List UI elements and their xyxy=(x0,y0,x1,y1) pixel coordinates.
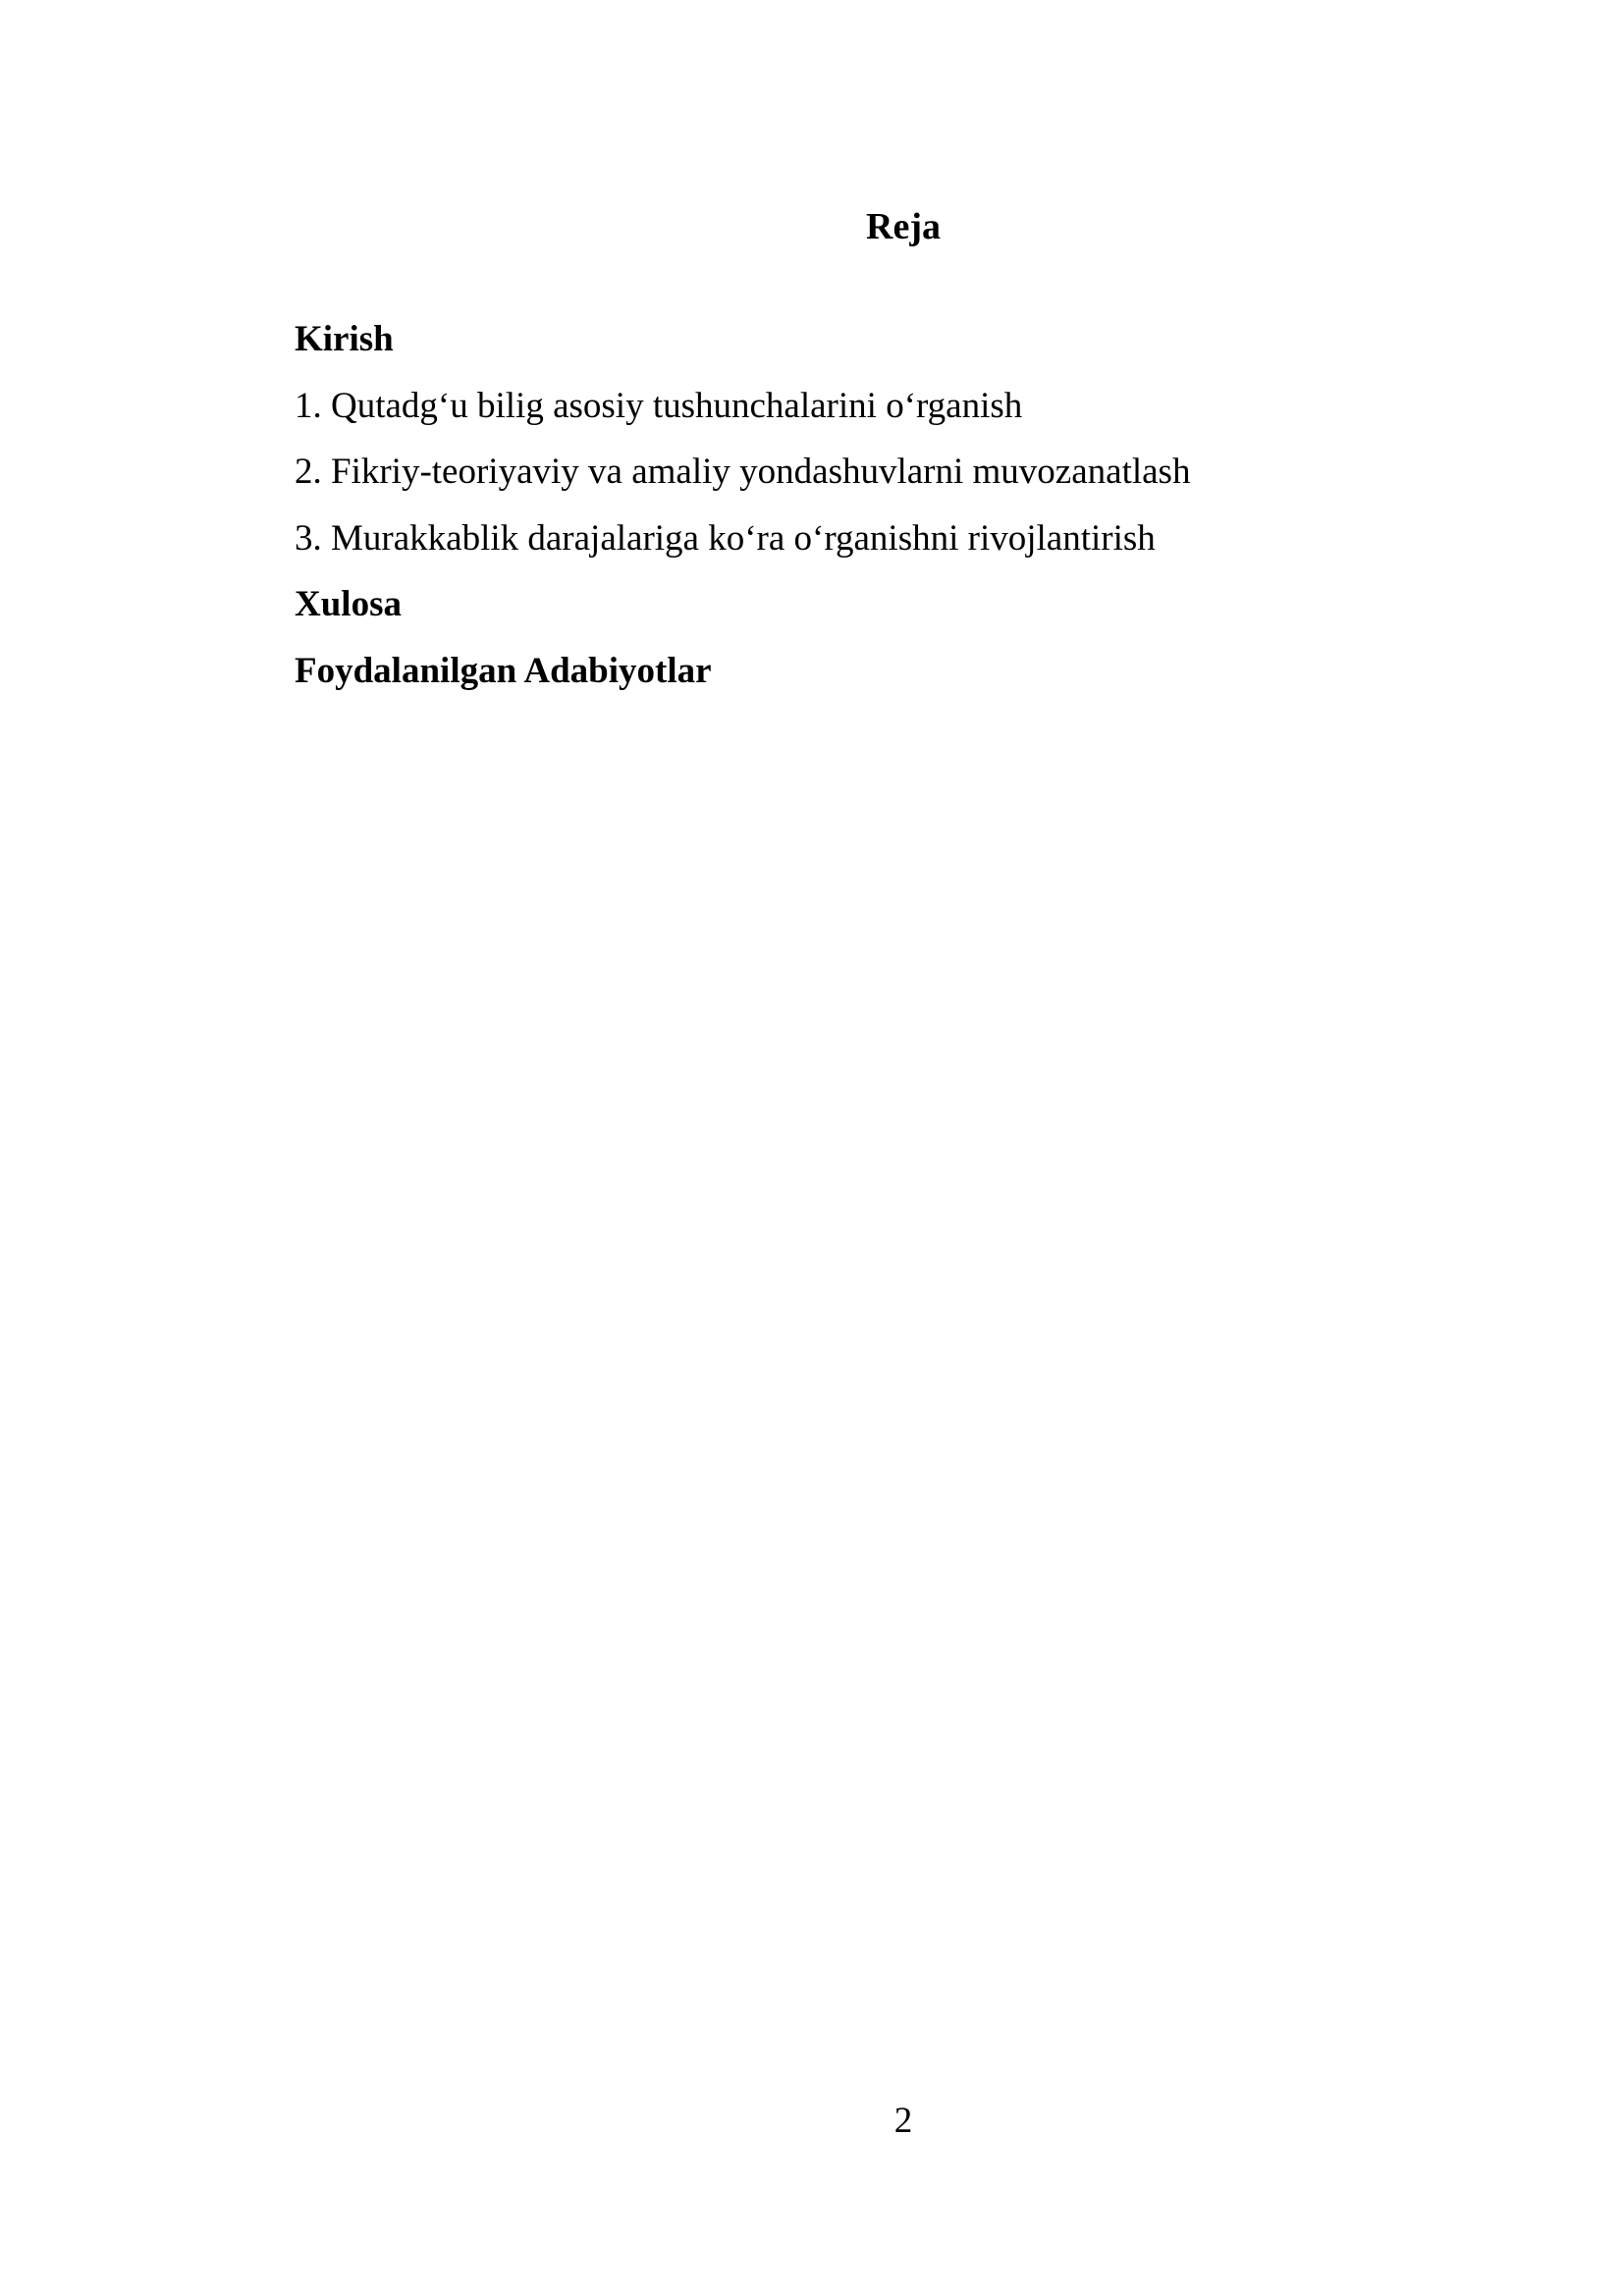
toc-item-1: 1. Qutadg‘u bilig asosiy tushunchalarini o‘rganish xyxy=(295,385,1023,426)
toc-conclusion: Xulosa xyxy=(295,584,402,624)
toc-item-2: 2. Fikriy-teoriyaviy va amaliy yondashuvlarni muvozanatlash xyxy=(295,452,1191,492)
page-title: Reja xyxy=(866,206,941,247)
table-of-contents xyxy=(295,317,1473,715)
toc-intro: Kirish xyxy=(295,319,394,359)
page-number: 2 xyxy=(893,2101,913,2141)
toc-references: Foydalanilgan Adabiyotlar xyxy=(295,650,712,691)
toc-item-3: 3. Murakkablik darajalariga ko‘ra o‘rganishni rivojlantirish xyxy=(295,517,1156,559)
